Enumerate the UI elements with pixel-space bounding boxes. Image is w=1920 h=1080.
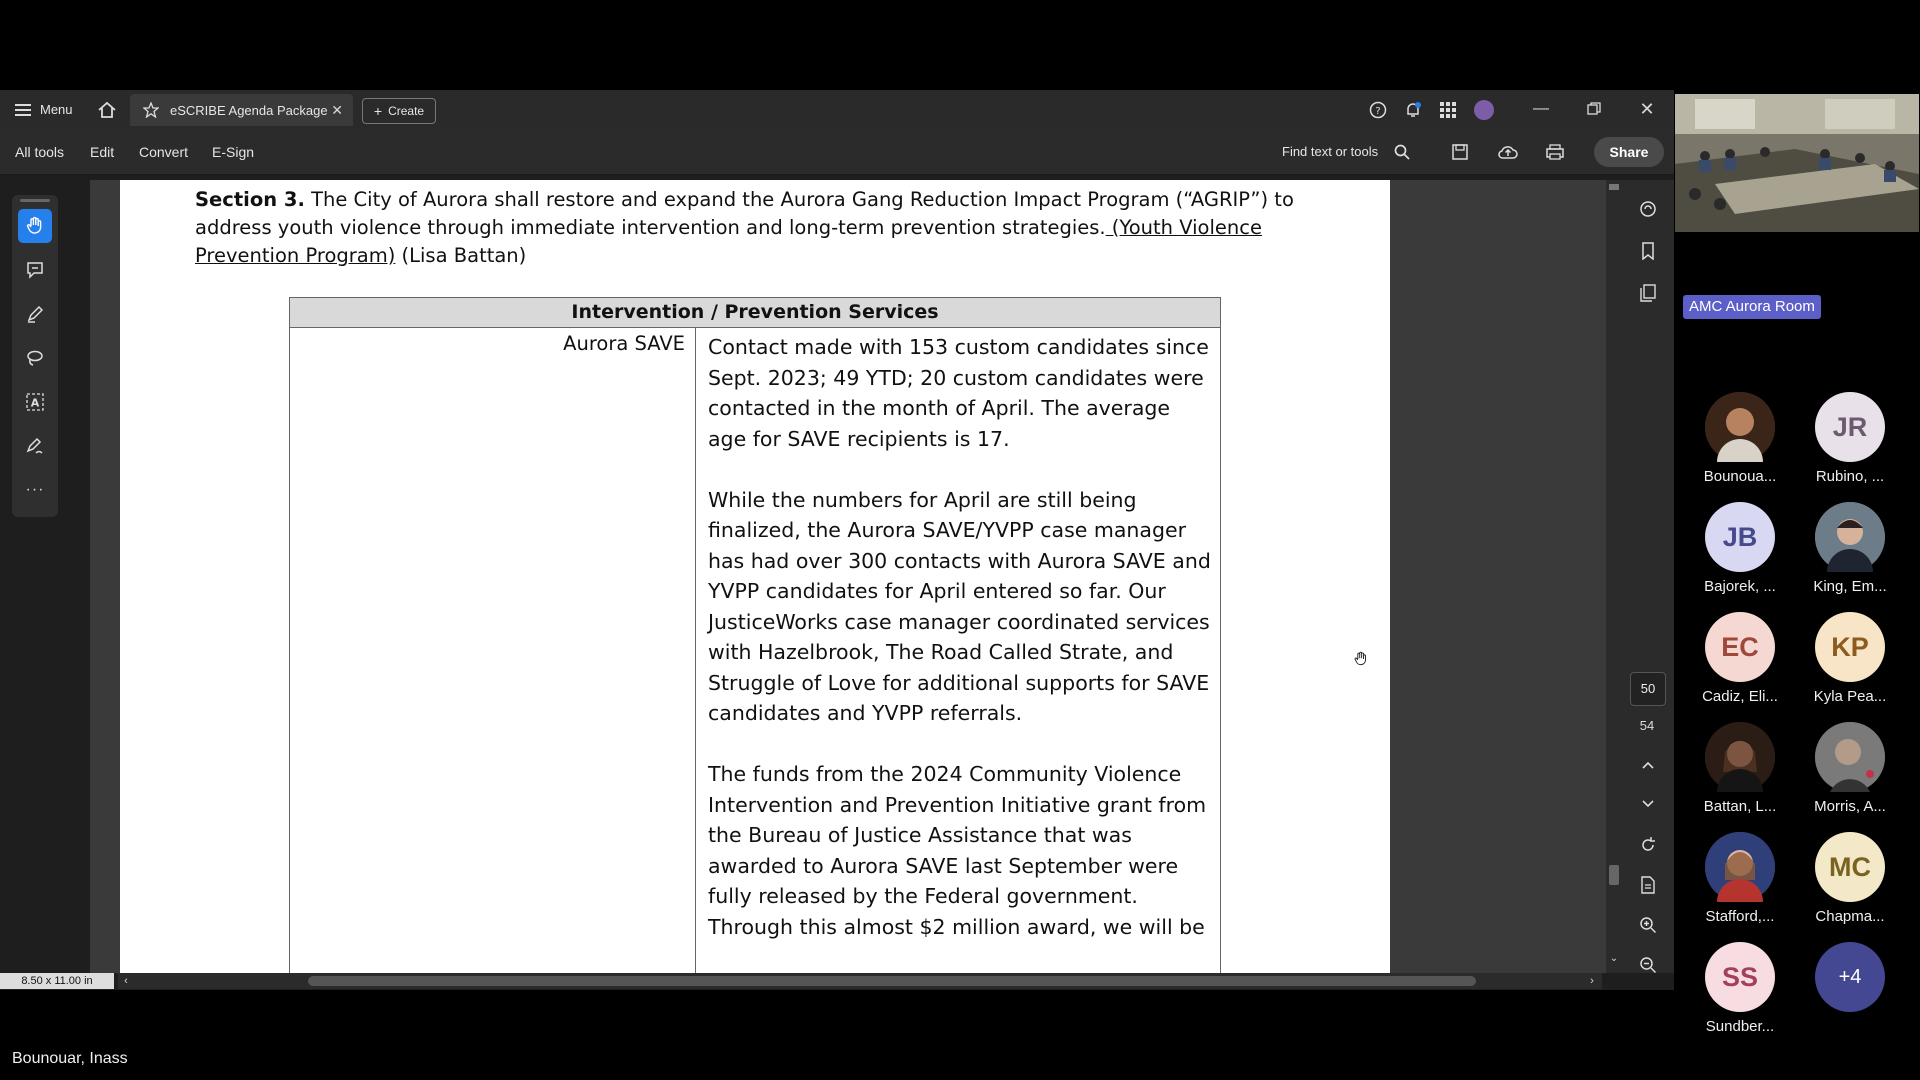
- vertical-scrollbar[interactable]: [1606, 180, 1622, 973]
- scroll-down-icon[interactable]: ⌄: [1609, 952, 1619, 964]
- create-button[interactable]: [362, 98, 436, 124]
- all-tools-button[interactable]: All tools: [15, 144, 65, 160]
- participant-name: Battan, L...: [1703, 798, 1777, 815]
- page-fit-icon[interactable]: [1637, 874, 1659, 896]
- participant-name: Cadiz, Eli...: [1702, 688, 1778, 705]
- participant-photo: [1705, 722, 1775, 792]
- edit-button[interactable]: Edit: [90, 144, 115, 160]
- participant-tile[interactable]: [1690, 392, 1790, 492]
- more-participants-count: +4: [1815, 942, 1885, 1012]
- restore-icon[interactable]: [1584, 99, 1604, 119]
- participant-name: Rubino, ...: [1815, 468, 1885, 485]
- find-text-input[interactable]: Find text or tools: [1282, 144, 1379, 159]
- sign-icon[interactable]: [18, 429, 52, 463]
- next-page-icon[interactable]: [1637, 793, 1659, 815]
- zoom-in-icon[interactable]: [1637, 914, 1659, 936]
- menu-button[interactable]: Menu: [40, 102, 73, 117]
- minimize-icon[interactable]: —: [1533, 100, 1549, 117]
- ai-assistant-icon[interactable]: [1637, 198, 1659, 220]
- bookmark-icon[interactable]: [1637, 240, 1659, 262]
- total-pages: 54: [1639, 718, 1655, 733]
- page-size-label: 8.50 x 11.00 in: [0, 973, 114, 989]
- save-icon[interactable]: [1450, 142, 1470, 162]
- star-icon[interactable]: [138, 102, 164, 118]
- participant-photo: [1705, 392, 1775, 462]
- print-icon[interactable]: [1544, 142, 1566, 162]
- help-icon[interactable]: [1368, 100, 1388, 120]
- section-label: Section 3.: [195, 188, 305, 211]
- participant-tile[interactable]: [1690, 942, 1790, 1042]
- participant-tile[interactable]: [1800, 392, 1900, 492]
- table-row-label: Aurora SAVE: [290, 328, 696, 973]
- pdf-page: [120, 180, 1390, 973]
- quick-tools-bar: [12, 195, 58, 517]
- user-avatar[interactable]: [1474, 100, 1494, 120]
- paragraph: Contact made with 153 custom candidates since Sept. 2023; 49 YTD; 20 custom candidates were contacted in the month of April. The average age for SAVE recipients is 17.: [708, 335, 1209, 451]
- home-icon[interactable]: [96, 99, 118, 121]
- apps-grid-icon[interactable]: [1438, 100, 1458, 120]
- notification-bell-icon[interactable]: [1403, 100, 1423, 120]
- participant-name: Bounoua...: [1703, 468, 1777, 485]
- participant-initials-avatar: EC: [1705, 612, 1775, 682]
- scroll-top-marker: [1609, 184, 1619, 190]
- drag-handle[interactable]: [20, 199, 50, 202]
- section-text: The City of Aurora shall restore and expand the Aurora Gang Reduction Impact Program (“AGRIP”) to address youth violence through immediate intervention and long-term prevention strategies.: [195, 188, 1294, 239]
- table-row-content: [708, 332, 1213, 973]
- rotate-icon[interactable]: [1637, 834, 1659, 856]
- document-tab[interactable]: [130, 94, 353, 126]
- horizontal-scrollbar[interactable]: [118, 973, 1602, 989]
- zoom-out-icon[interactable]: [1637, 954, 1659, 976]
- text-box-icon[interactable]: [18, 385, 52, 419]
- participant-tile[interactable]: [1800, 832, 1900, 932]
- participant-tile[interactable]: [1800, 612, 1900, 712]
- participant-initials-avatar: JB: [1705, 502, 1775, 572]
- scroll-left-icon[interactable]: ‹: [124, 975, 128, 987]
- paragraph: While the numbers for April are still being finalized, the Aurora SAVE/YVPP case manager has had over 300 contacts with Aurora SAVE and YVPP candidates for April entered so far. Our JusticeWorks case manager coordinated services with Hazelbrook, The Road Called Strate, and Struggle of Love for additional supports for SAVE candidates and YVPP referrals.: [708, 487, 1211, 725]
- participant-name: King, Em...: [1813, 578, 1887, 595]
- participant-photo: [1705, 832, 1775, 902]
- participant-tile[interactable]: [1690, 722, 1790, 822]
- highlight-pen-icon[interactable]: [18, 297, 52, 331]
- more-tools-icon[interactable]: ···: [25, 481, 45, 498]
- create-label: Create: [388, 104, 425, 118]
- participant-tile[interactable]: [1690, 612, 1790, 712]
- participant-initials-avatar: SS: [1705, 942, 1775, 1012]
- plus-icon: +: [373, 103, 383, 119]
- right-rail: [1622, 180, 1674, 973]
- upload-cloud-icon[interactable]: [1497, 142, 1519, 162]
- hand-tool-icon[interactable]: [18, 209, 52, 243]
- vertical-scroll-thumb[interactable]: [1609, 865, 1619, 885]
- section-3-paragraph: [195, 186, 1325, 270]
- participant-name: Bajorek, ...: [1704, 578, 1776, 595]
- title-bar: [0, 90, 1674, 130]
- comment-icon[interactable]: [18, 253, 52, 287]
- esign-button[interactable]: E-Sign: [212, 144, 255, 160]
- main-toolbar: [0, 130, 1674, 175]
- participant-tile[interactable]: [1800, 722, 1900, 822]
- conference-room-image: [1675, 94, 1919, 232]
- participant-name: Sundber...: [1705, 1018, 1775, 1035]
- svg-text:?: ?: [1375, 106, 1381, 117]
- program-link[interactable]: (Youth Violence Prevention Program): [195, 216, 1262, 267]
- share-button[interactable]: Share: [1594, 137, 1664, 167]
- room-name-label: AMC Aurora Room: [1683, 295, 1821, 319]
- participant-name: Kyla Pea...: [1813, 688, 1887, 705]
- participant-photo: [1815, 722, 1885, 792]
- tab-title: eSCRIBE Agenda Package: [170, 102, 328, 118]
- previous-page-icon[interactable]: [1637, 754, 1659, 776]
- close-window-icon[interactable]: ✕: [1639, 98, 1655, 119]
- convert-button[interactable]: Convert: [139, 144, 189, 160]
- participant-name: Chapma...: [1815, 908, 1885, 925]
- document-viewport[interactable]: [90, 180, 1622, 973]
- horizontal-scroll-thumb[interactable]: [308, 976, 1476, 986]
- participant-name: Stafford,...: [1705, 908, 1775, 925]
- hamburger-menu-icon[interactable]: [14, 100, 32, 120]
- participant-photo: [1815, 502, 1885, 572]
- svg-text:A: A: [30, 396, 40, 410]
- current-page-input[interactable]: 50: [1630, 672, 1666, 706]
- pages-icon[interactable]: [1637, 282, 1659, 304]
- participant-tile[interactable]: [1800, 502, 1900, 602]
- close-tab-icon[interactable]: ✕: [331, 101, 343, 118]
- participant-initials-avatar: JR: [1815, 392, 1885, 462]
- participant-initials-avatar: MC: [1815, 832, 1885, 902]
- services-table: [289, 297, 1221, 973]
- search-icon[interactable]: [1392, 142, 1412, 162]
- section-author: (Lisa Battan): [395, 244, 527, 267]
- paragraph: The funds from the 2024 Community Violence Intervention and Prevention Initiative grant from the Bureau of Justice Assistance that was awarded to Aurora SAVE last September were fully released by the Federal government. Through this almost $2 million award, we will be: [708, 762, 1207, 939]
- hand-cursor-icon: [1352, 650, 1370, 668]
- participant-tile[interactable]: [1690, 832, 1790, 932]
- participant-tile[interactable]: [1690, 502, 1790, 602]
- more-participants-tile[interactable]: [1800, 942, 1900, 1042]
- participant-initials-avatar: KP: [1815, 612, 1885, 682]
- scroll-right-icon[interactable]: ›: [1590, 975, 1594, 987]
- room-camera-video[interactable]: [1675, 94, 1919, 232]
- table-header: Intervention / Prevention Services: [290, 298, 1220, 328]
- participant-name: Morris, A...: [1814, 798, 1886, 815]
- lasso-draw-icon[interactable]: [18, 341, 52, 375]
- presenter-name: Bounouar, Inass: [12, 1050, 128, 1067]
